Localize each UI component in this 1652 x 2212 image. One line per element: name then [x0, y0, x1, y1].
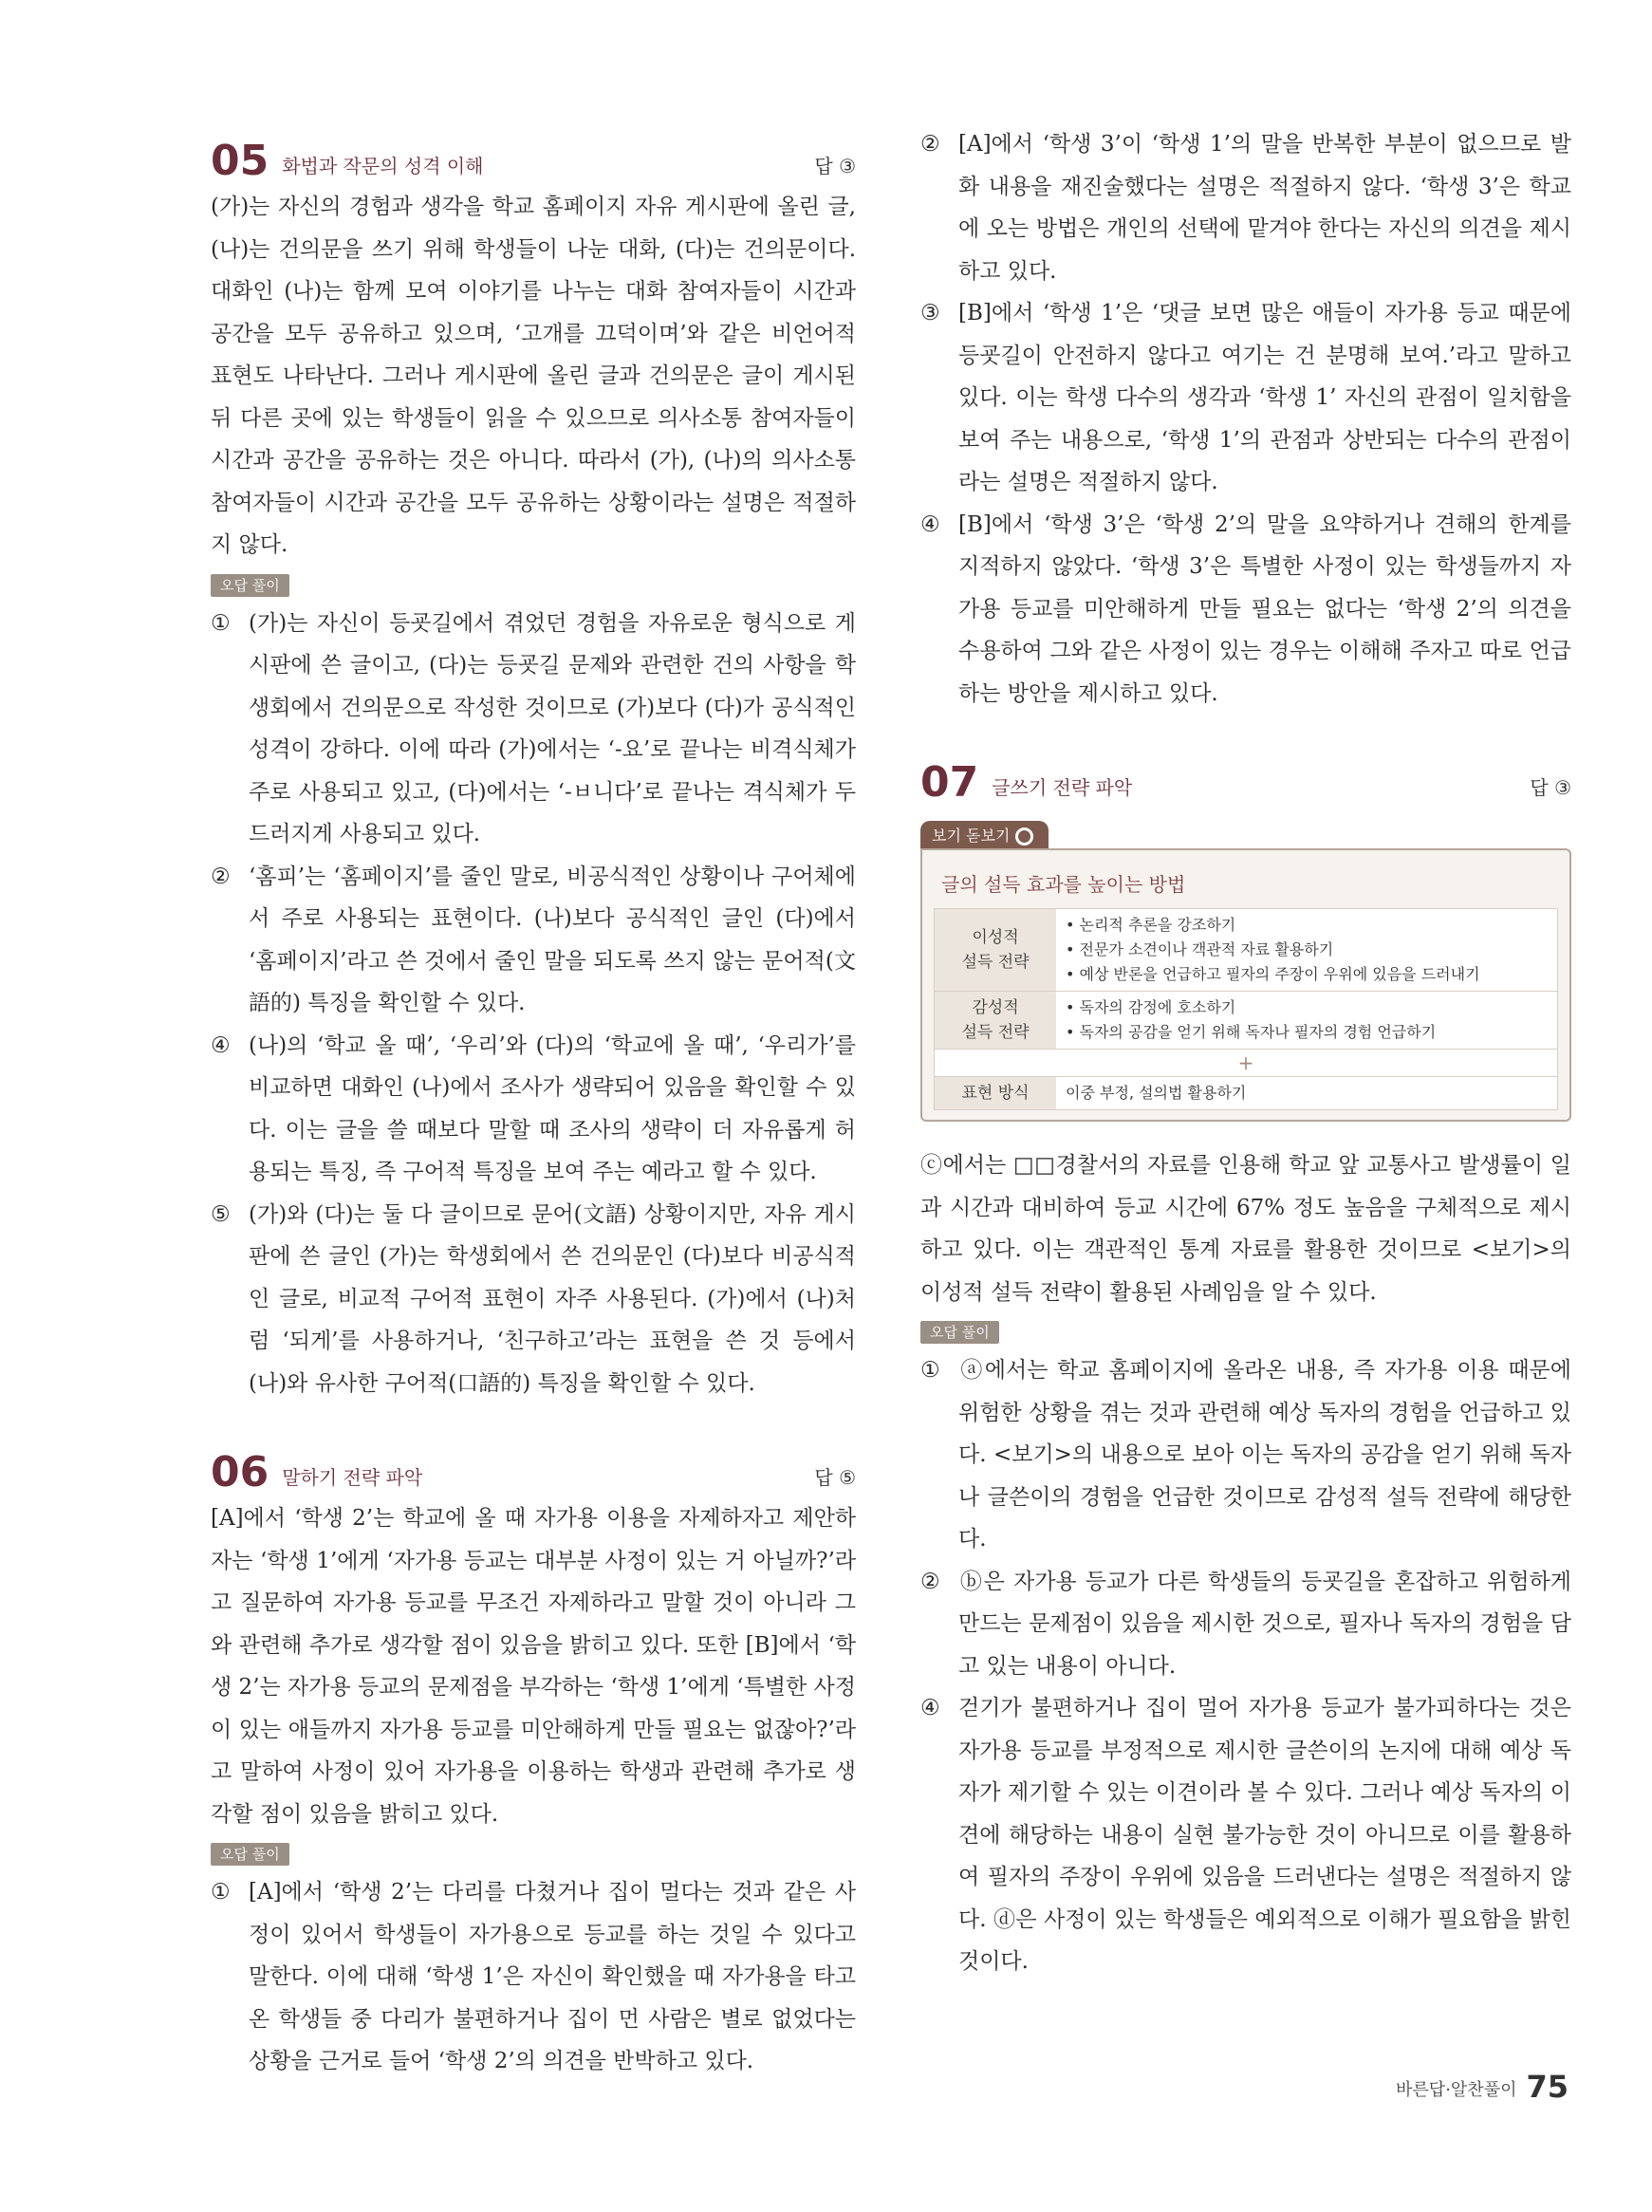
table-row	[935, 992, 1557, 1050]
list-item	[920, 504, 1571, 716]
item-number: ④	[920, 1696, 940, 1720]
item-text: [B]에서 ‘학생 1’은 ‘댓글 보면 많은 애들이 자가용 등교 때문에 등굣길이 안전하지 않다고 여기는 건 분명해 보여.’라고 말하고 있다. 이는 학생 다수의 생각과 ‘학생 1’ 자신의 관점이 일치함을 보여 주는 내용으로, ‘학생 1’의 관점과 상반되는 다수의 관점이라는 설명은 적절하지 않다.	[958, 301, 1571, 494]
item-number: ③	[920, 301, 940, 325]
page-number: 75	[1526, 2069, 1568, 2105]
item-number: ⑤	[211, 1201, 231, 1227]
list-item	[920, 1561, 1571, 1688]
row-line: • 논리적 추론을 강조하기	[1066, 916, 1236, 934]
item-text: [B]에서 ‘학생 3’은 ‘학생 2’의 말을 요약하거나 견해의 한계를 지적하지 않았다. ‘학생 3’은 특별한 사정이 있는 학생들까지 자가용 등교를 미안해하게 만들 필요는 없다는 ‘학생 2’의 의견을 수용하여 그와 같은 사정이 있는 경우는 이해해 주자고 따로 언급하는 방안을 제시하고 있다.	[958, 511, 1571, 706]
row-line: • 독자의 감정에 호소하기	[1066, 998, 1236, 1016]
row-line: • 예상 반론을 언급하고 필자의 주장이 우위에 있음을 드러내기	[1066, 965, 1480, 983]
row-content	[1056, 992, 1557, 1049]
row-line: • 전문가 소견이나 객관적 자료 활용하기	[1066, 940, 1334, 958]
row-label: 표현 방식	[935, 1077, 1056, 1109]
row-line: • 독자의 공감을 얻기 위해 독자나 필자의 경험 언급하기	[1066, 1023, 1437, 1041]
row-label: 감성적 설득 전략	[935, 992, 1056, 1049]
example-box	[920, 821, 1571, 1122]
left-column	[211, 125, 856, 2083]
item-text: 걷기가 불편하거나 집이 멀어 자가용 등교가 불가피하다는 것은 자가용 등교를 부정적으로 제시한 글쓴이의 논지에 대해 예상 독자가 제기할 수 있는 이견이라 볼 수 있다. 그러나 예상 독자의 이견에 해당하는 내용이 실현 불가능한 것이 아니므로 이를 활용하여 필자의 주장이 우위에 있음을 드러낸다는 설명은 적절하지 않다. ⓓ은 사정이 있는 학생들은 예외적으로 이해가 필요함을 밝힌 것이다.	[958, 1696, 1571, 1974]
item-number: ④	[920, 511, 940, 537]
plus-icon: +	[935, 1050, 1557, 1077]
section-07-explanation: ⓒ에서는 □□경찰서의 자료를 인용해 학교 앞 교통사고 발생률이 일과 시간과 대비하여 등교 시간에 67% 정도 높음을 구체적으로 제시하고 있다. 이는 객관적인 통계 자료를 활용한 것이므로 <보기>의 이성적 설득 전략이 활용된 사례임을 알 수 있다.	[920, 1153, 1571, 1305]
answer-label: 답 ⑤	[814, 1466, 856, 1489]
magnifier-icon	[1015, 827, 1033, 846]
section-07-header	[920, 747, 1571, 807]
wrong-answer-badge: 오답 풀이	[920, 1321, 999, 1344]
example-box-title: 글의 설득 효과를 높이는 방법	[941, 873, 1186, 896]
list-item	[920, 123, 1571, 292]
item-number: ②	[920, 132, 940, 157]
row-content	[1056, 909, 1557, 991]
section-06-explanation: [A]에서 ‘학생 2’는 학교에 올 때 자가용 이용을 자제하자고 제안하자는 ‘학생 1’에게 ‘자가용 등교는 대부분 사정이 있는 거 아닐까?’라고 질문하여 자가용 등교를 무조건 자제하라고 말할 것이 아니라 그와 관련해 추가로 생각할 점이 있음을 밝히고 있다. 또한 [B]에서 ‘학생 2’는 자가용 등교의 문제점을 부각하는 ‘학생 1’에게 ‘특별한 사정이 있는 애들까지 자가용 등교를 미안해하게 만들 필요는 없잖아?’라고 말하여 사정이 있어 자가용을 이용하는 학생과 관련해 추가로 생각할 점이 있음을 밝히고 있다.	[211, 1506, 856, 1827]
list-item	[211, 1194, 856, 1405]
page-footer	[1396, 2069, 1568, 2105]
table-row	[935, 909, 1557, 992]
row-label: 이성적 설득 전략	[935, 909, 1056, 991]
section-05-explanation: (가)는 자신의 경험과 생각을 학교 홈페이지 자유 게시판에 올린 글, (나)는 건의문을 쓰기 위해 학생들이 나눈 대화, (다)는 건의문이다. 대화인 (나)는 함께 모여 이야기를 나누는 대화 참여자들이 시간과 공간을 모두 공유하고 있으며, ‘고개를 끄덕이며’와 같은 비언어적 표현도 나타난다. 그러나 게시판에 올린 글과 건의문은 글이 게시된 뒤 다른 곳에 있는 학생들이 읽을 수 있으므로 의사소통 참여자들이 시간과 공간을 공유하는 것은 아니다. 따라서 (가), (나)의 의사소통 참여자들이 시간과 공간을 모두 공유하는 상황이라는 설명은 적절하지 않다.	[211, 195, 857, 557]
row-content: 이중 부정, 설의법 활용하기	[1066, 1084, 1247, 1102]
item-text: ‘홈피’는 ‘홈페이지’를 줄인 말로, 비공식적인 상황이나 구어체에서 주로 사용되는 표현이다. (나)보다 공식적인 글인 (다)에서 ‘홈페이지’라고 쓴 것에서 줄인 말을 되도록 쓰지 않는 문어적(文語的) 특징을 확인할 수 있다.	[249, 864, 856, 1015]
item-text: (가)와 (다)는 둘 다 글이므로 문어(文語) 상황이지만, 자유 게시판에 쓴 글인 (가)는 학생회에서 쓴 건의문인 (다)보다 비공식적인 글로, 비교적 구어적 표현이 자주 사용된다. (가)에서 (나)처럼 ‘되게’를 사용하거나, ‘친구하고’라는 표현을 쓴 것 등에서 (나)와 유사한 구어적(口語的) 특징을 확인할 수 있다.	[249, 1201, 856, 1396]
item-number: ①	[920, 1358, 940, 1383]
list-item	[920, 292, 1571, 504]
item-text: (가)는 자신이 등굣길에서 겪었던 경험을 자유로운 형식으로 게시판에 쓴 글이고, (다)는 등굣길 문제와 관련한 건의 사항을 학생회에서 건의문으로 작성한 것이므로 (가)보다 (다)가 공식적인 성격이 강하다. 이에 따라 (가)에서는 ‘-요’로 끝나는 비격식체가 주로 사용되고 있고, (다)에서는 ‘-ㅂ니다’로 끝나는 격식체가 두드러지게 사용되고 있다.	[249, 610, 856, 846]
item-number: ②	[920, 1569, 940, 1594]
answer-label: 답 ③	[1530, 776, 1571, 799]
list-item	[920, 1349, 1571, 1561]
item-number: ④	[211, 1032, 231, 1058]
section-05-header	[211, 125, 856, 185]
list-item	[211, 603, 856, 856]
strategy-table	[934, 908, 1558, 1110]
item-text: (나)의 ‘학교 올 때’, ‘우리’와 (다)의 ‘학교에 올 때’, ‘우리가’를 비교하면 대화인 (나)에서 조사가 생략되어 있음을 확인할 수 있다. 이는 글을 쓸 때보다 말할 때 조사의 생략이 더 자유롭게 허용되는 특징, 즉 구어적 특징을 보여 주는 예라고 할 수 있다.	[249, 1032, 856, 1184]
example-box-tag	[920, 821, 1049, 848]
example-box-tag-label: 보기 돋보기	[932, 827, 1011, 845]
section-06-header	[211, 1437, 856, 1494]
section-title: 화법과 작문의 성격 이해	[282, 155, 484, 177]
item-number: ①	[211, 610, 231, 636]
section-number: 07	[920, 758, 979, 807]
list-item	[211, 1871, 856, 2083]
section-number: 05	[211, 137, 269, 185]
item-text: [A]에서 ‘학생 2’는 다리를 다쳤거나 집이 멀다는 것과 같은 사정이 있어서 학생들이 자가용으로 등교를 하는 것일 수 있다고 말한다. 이에 대해 ‘학생 1’은 자신이 확인했을 때 자가용을 타고 온 학생들 중 다리가 불편하거나 집이 먼 사람은 별로 없었다는 상황을 근거로 들어 ‘학생 2’의 의견을 반박하고 있다.	[249, 1880, 856, 2073]
example-box-body	[920, 848, 1571, 1122]
section-title: 글쓰기 전략 파악	[992, 776, 1133, 799]
list-item	[211, 1025, 856, 1194]
wrong-answer-badge: 오답 풀이	[211, 1843, 289, 1866]
list-item	[211, 856, 856, 1025]
item-number: ①	[211, 1880, 231, 1905]
item-number: ②	[211, 864, 231, 889]
item-text: [A]에서 ‘학생 3’이 ‘학생 1’의 말을 반복한 부분이 없으므로 발화 내용을 재진술했다는 설명은 적절하지 않다. ‘학생 3’은 학교에 오는 방법은 개인의 선택에 맡겨야 한다는 자신의 의견을 제시하고 있다.	[958, 132, 1571, 284]
answer-label: 답 ③	[814, 155, 856, 177]
table-row	[935, 1077, 1557, 1109]
wrong-answer-badge: 오답 풀이	[211, 574, 289, 597]
item-text: ⓑ은 자가용 등교가 다른 학생들의 등굣길을 혼잡하고 위험하게 만드는 문제점이 있음을 제시한 것으로, 필자나 독자의 경험을 담고 있는 내용이 아니다.	[958, 1569, 1571, 1679]
list-item	[920, 1687, 1571, 1983]
section-title: 말하기 전략 파악	[282, 1466, 423, 1489]
right-column	[920, 123, 1571, 1983]
section-number: 06	[211, 1448, 269, 1496]
item-text: ⓐ에서는 학교 홈페이지에 올라온 내용, 즉 자가용 이용 때문에 위험한 상황을 겪는 것과 관련해 예상 독자의 경험을 언급하고 있다. <보기>의 내용으로 보아 이는 독자의 공감을 얻기 위해 독자나 글쓴이의 경험을 언급한 것이므로 감성적 설득 전략에 해당한다.	[958, 1358, 1571, 1552]
section-05-items	[211, 603, 856, 1405]
footer-book-title: 바른답·알찬풀이	[1396, 2080, 1517, 2100]
